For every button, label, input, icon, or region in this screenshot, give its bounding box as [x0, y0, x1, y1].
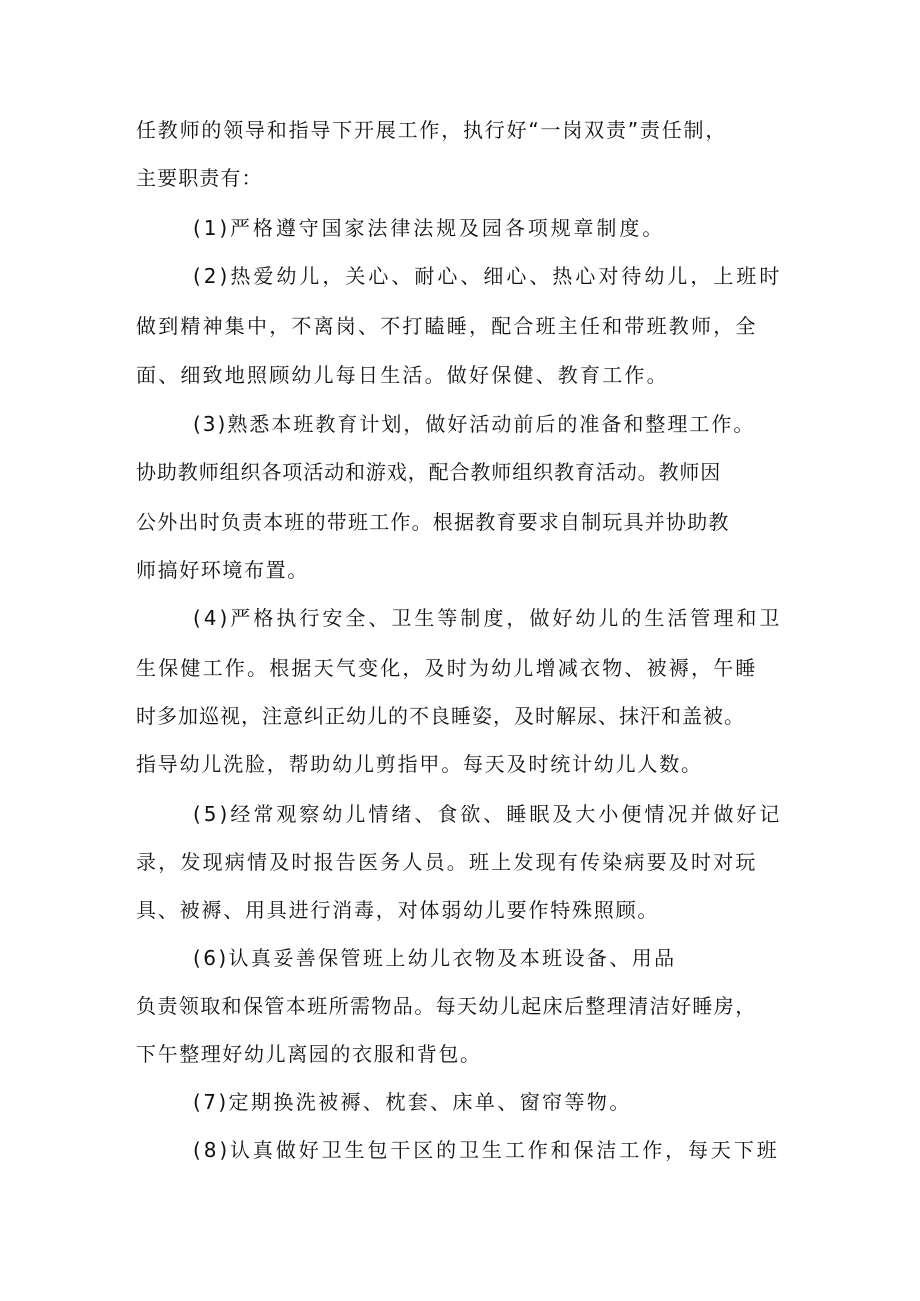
- text-line: 任教师的领导和指导下开展工作，执行好“一岗双责”责任制，: [136, 118, 728, 142]
- text-line: 面、细致地照顾幼儿每日生活。做好保健、教育工作。: [136, 363, 669, 387]
- duty-item-4: (4)严格执行安全、卫生等制度，做好幼儿的生活管理和卫: [193, 606, 783, 630]
- text-line: 公外出时负责本班的带班工作。根据教育要求自制玩具并协助教: [136, 510, 730, 534]
- text-line: 时多加巡视，注意纠正幼儿的不良睡姿，及时解尿、抹汗和盖被。: [136, 704, 745, 728]
- duty-item-1: (1)严格遵守国家法律法规及园各项规章制度。: [193, 216, 666, 240]
- duty-item-2: (2)热爱幼儿，关心、耐心、细心、热心对待幼儿，上班时: [193, 264, 783, 288]
- text-line: 生保健工作。根据天气变化，及时为幼儿增减衣物、被褥，午睡: [136, 656, 758, 680]
- text-line: 主要职责有：: [136, 166, 263, 190]
- text-line: 师搞好环境布置。: [136, 558, 309, 582]
- duty-item-6: (6)认真妥善保管班上幼儿衣物及本班设备、用品: [193, 946, 677, 970]
- text-line: 具、被褥、用具进行消毒，对体弱幼儿要作特殊照顾。: [136, 898, 660, 922]
- duty-item-8: (8)认真做好卫生包干区的卫生工作和保洁工作，每天下班: [193, 1138, 780, 1162]
- text-line: 下午整理好幼儿离园的衣服和背包。: [136, 1042, 482, 1066]
- duty-item-5: (5)经常观察幼儿情绪、食欲、睡眠及大小便情况并做好记: [193, 802, 783, 826]
- text-line: 负责领取和保管本班所需物品。每天幼儿起床后整理清洁好睡房，: [136, 994, 757, 1018]
- text-line: 协助教师组织各项活动和游戏，配合教师组织教育活动。教师因: [136, 460, 722, 484]
- text-line: 指导幼儿洗脸，帮助幼儿剪指甲。每天及时统计幼儿人数。: [136, 752, 703, 776]
- duty-item-3: (3)熟悉本班教育计划，做好活动前后的准备和整理工作。: [193, 412, 756, 436]
- duty-item-7: (7)定期换洗被褥、枕套、床单、窗帘等物。: [193, 1090, 632, 1114]
- text-line: 做到精神集中，不离岗、不打瞌睡，配合班主任和带班教师，全: [136, 314, 758, 338]
- text-line: 录，发现病情及时报告医务人员。班上发现有传染病要及时对玩: [136, 850, 758, 874]
